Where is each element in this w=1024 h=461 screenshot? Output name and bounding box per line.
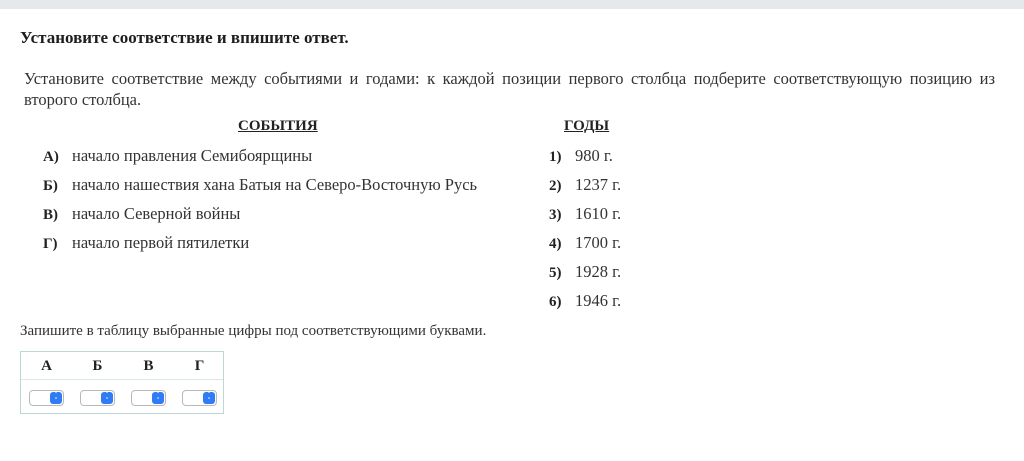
answer-column-g: [174, 352, 225, 413]
event-item: [43, 146, 312, 166]
year-text: 1928 г.: [575, 262, 622, 281]
event-label: В): [43, 207, 58, 223]
chevron-up-down-icon: ˄ ˅: [203, 392, 215, 404]
year-item: [549, 146, 613, 166]
instruction-text: Запишите в таблицу выбранные цифры под соответствующими буквами.: [20, 323, 487, 339]
year-label: 4): [549, 236, 562, 252]
year-item: [549, 175, 621, 195]
question-text: Установите соответствие между событиями и годами: к каждой позиции первого столбца подберите соответствующую позицию из второго столбца.: [24, 69, 995, 109]
event-item: [43, 175, 477, 195]
year-text: 1700 г.: [575, 233, 622, 252]
year-text: 1946 г.: [575, 291, 622, 310]
answer-letter: В: [143, 358, 154, 374]
answer-column-v: [123, 352, 174, 413]
top-bar: [0, 0, 1024, 9]
event-item: [43, 233, 249, 253]
event-text: начало правления Семибоярщины: [72, 146, 313, 165]
task-heading: Установите соответствие и впишите ответ.: [20, 28, 349, 47]
chevron-up-down-icon: ˄ ˅: [152, 392, 164, 404]
answer-select-b[interactable]: [80, 390, 115, 406]
chevron-up-down-icon: ˄ ˅: [101, 392, 113, 404]
answer-select-v[interactable]: [131, 390, 166, 406]
year-label: 3): [549, 207, 562, 223]
event-text: начало нашествия хана Батыя на Северо-Восточную Русь: [72, 175, 478, 194]
answer-letter: Г: [194, 358, 205, 374]
answer-select-a[interactable]: [29, 390, 64, 406]
year-text: 1237 г.: [575, 175, 622, 194]
year-label: 2): [549, 178, 562, 194]
answer-letter: Б: [92, 358, 103, 374]
answer-table: [20, 351, 224, 414]
year-item: [549, 204, 621, 224]
answer-select-g[interactable]: [182, 390, 217, 406]
event-label: А): [43, 149, 59, 165]
year-item: [549, 262, 621, 282]
event-text: начало первой пятилетки: [72, 233, 250, 252]
event-item: [43, 204, 240, 224]
years-column-header: ГОДЫ: [564, 118, 610, 134]
year-item: [549, 291, 621, 311]
year-text: 1610 г.: [575, 204, 622, 223]
answer-letter: А: [41, 358, 52, 374]
chevron-up-down-icon: ˄ ˅: [50, 392, 62, 404]
year-label: 5): [549, 265, 562, 281]
answer-column-b: [72, 352, 123, 413]
event-label: Г): [43, 236, 58, 252]
year-label: 1): [549, 149, 562, 165]
year-label: 6): [549, 294, 562, 310]
event-text: начало Северной войны: [72, 204, 241, 223]
year-text: 980 г.: [575, 146, 613, 165]
answer-column-a: [21, 352, 72, 413]
events-column-header: СОБЫТИЯ: [238, 118, 318, 134]
year-item: [549, 233, 621, 253]
event-label: Б): [43, 178, 58, 194]
